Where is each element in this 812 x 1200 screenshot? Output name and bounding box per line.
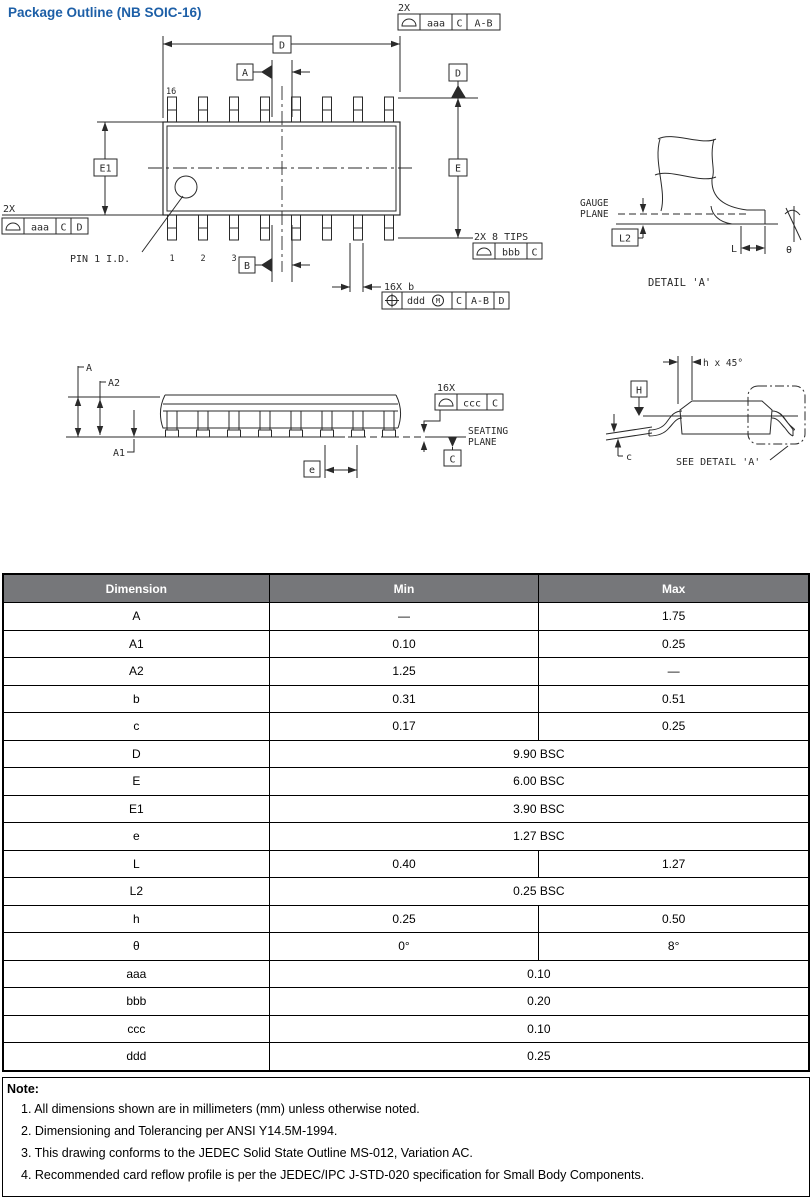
svg-text:bbb: bbb xyxy=(501,247,521,259)
table-row: E1 3.90 BSC xyxy=(3,795,809,823)
pin-3-label: 3 xyxy=(231,254,237,264)
pin1-id-label: PIN 1 I.D. xyxy=(70,254,131,265)
pin-16-label: 16 xyxy=(166,87,177,97)
svg-text:C: C xyxy=(491,398,499,410)
datum-c xyxy=(444,437,461,466)
table-row: L 0.40 1.27 xyxy=(3,850,809,878)
table-row: h 0.25 0.50 xyxy=(3,905,809,933)
datum-d xyxy=(449,64,467,98)
notes-box xyxy=(2,1077,810,1197)
end-view xyxy=(606,356,805,468)
dim-c-label: c xyxy=(626,452,633,463)
see-detail-label: SEE DETAIL 'A' xyxy=(676,457,761,468)
detail-a-caption: DETAIL 'A' xyxy=(648,277,712,289)
fcf-pos-qty: 16X b xyxy=(384,282,415,293)
note-item: 2. Dimensioning and Tolerancing per ANSI Y14.5M-1994. xyxy=(21,1123,338,1138)
table-row: bbb 0.20 xyxy=(3,988,809,1016)
table-row: D 9.90 BSC xyxy=(3,740,809,768)
svg-text:aaa: aaa xyxy=(426,18,446,30)
svg-text:A: A xyxy=(241,68,249,79)
svg-text:H: H xyxy=(635,385,643,397)
dim-a1-label: A1 xyxy=(112,448,125,459)
dimension-table xyxy=(2,573,810,1072)
fcf-left xyxy=(2,204,88,234)
note-item: 4. Recommended card reflow profile is per the JEDEC/IPC J-STD-020 specification for Small Body Components. xyxy=(21,1167,645,1182)
dim-l-label: L xyxy=(730,244,737,255)
table-row: b 0.31 0.51 xyxy=(3,685,809,713)
gauge-plane-label-1: GAUGE xyxy=(580,198,609,209)
note-item: 1. All dimensions shown are in millimeters (mm) unless otherwise noted. xyxy=(21,1101,420,1116)
dim-a2-label: A2 xyxy=(108,378,121,389)
profile-symbol-icon xyxy=(402,19,416,26)
profile-symbol-icon xyxy=(6,223,20,230)
table-row: ddd 0.25 xyxy=(3,1043,809,1071)
svg-text:B: B xyxy=(243,261,251,272)
table-row: c 0.17 0.25 xyxy=(3,713,809,741)
col-header-dimension: Dimension xyxy=(3,574,269,603)
svg-text:C: C xyxy=(531,247,538,259)
package-body-outline xyxy=(163,122,400,215)
gauge-plane-label-2: PLANE xyxy=(580,209,609,220)
table-row: A — 1.75 xyxy=(3,603,809,631)
detail-a-view xyxy=(580,137,801,289)
fcf-tips xyxy=(473,232,542,259)
dim-theta-label: θ xyxy=(786,245,793,256)
mmc-modifier-icon xyxy=(433,295,444,306)
dim-d-label: D xyxy=(278,40,286,52)
col-header-min: Min xyxy=(269,574,539,603)
table-row: ccc 0.10 xyxy=(3,1015,809,1043)
seating-plane-label-1: SEATING xyxy=(468,426,509,437)
profile-symbol-icon xyxy=(439,399,453,406)
page-title: Package Outline (NB SOIC-16) xyxy=(8,5,202,20)
svg-text:M: M xyxy=(435,297,441,305)
end-view-body xyxy=(680,401,772,434)
svg-text:D: D xyxy=(76,222,83,234)
svg-text:A-B: A-B xyxy=(474,18,493,30)
dim-a-label: A xyxy=(86,363,93,374)
dim-e1-label: E1 xyxy=(99,163,112,175)
notes-title: Note: xyxy=(7,1082,39,1096)
svg-text:C: C xyxy=(455,296,463,307)
fcf-position xyxy=(332,243,509,309)
svg-text:ccc: ccc xyxy=(462,398,482,410)
svg-text:C: C xyxy=(456,18,463,30)
top-view xyxy=(2,3,542,309)
fcf-tips-qty: 2X 8 TIPS xyxy=(474,232,529,243)
svg-text:aaa: aaa xyxy=(30,222,50,234)
position-symbol-icon xyxy=(385,294,399,308)
datum-a xyxy=(237,60,310,117)
pin-2-label: 2 xyxy=(200,254,206,264)
table-header-row xyxy=(3,574,809,603)
pin-1-label: 1 xyxy=(169,254,175,264)
dim-e-label: E xyxy=(454,163,462,175)
package-outline-drawing xyxy=(0,0,812,545)
table-row: θ 0° 8° xyxy=(3,933,809,961)
table-row: E 6.00 BSC xyxy=(3,768,809,796)
datum-b xyxy=(239,225,310,282)
bottom-pins xyxy=(168,215,394,240)
svg-text:A-B: A-B xyxy=(470,296,490,307)
detail-callout-box xyxy=(748,386,805,444)
profile-symbol-icon xyxy=(477,248,491,255)
seating-plane-label-2: PLANE xyxy=(468,437,497,448)
side-view-leads xyxy=(166,411,396,437)
pin1-id-circle xyxy=(175,176,197,198)
package-body-inner-line xyxy=(167,126,396,211)
svg-text:ddd: ddd xyxy=(406,296,426,307)
datum-h xyxy=(631,381,647,416)
dim-e-pitch-label: e xyxy=(308,465,316,476)
note-item: 3. This drawing conforms to the JEDEC Solid State Outline MS-012, Variation AC. xyxy=(21,1145,473,1160)
fcf-top-qty: 2X xyxy=(398,3,411,14)
dim-h45-label: h x 45° xyxy=(703,358,744,369)
fcf-left-qty: 2X xyxy=(3,204,16,215)
table-row: aaa 0.10 xyxy=(3,960,809,988)
table-row: e 1.27 BSC xyxy=(3,823,809,851)
table-row: L2 0.25 BSC xyxy=(3,878,809,906)
top-pins xyxy=(168,97,394,122)
col-header-max: Max xyxy=(539,574,809,603)
side-view xyxy=(66,363,508,478)
table-row: A1 0.10 0.25 xyxy=(3,630,809,658)
svg-text:D: D xyxy=(498,296,505,307)
svg-text:C: C xyxy=(449,454,456,466)
fcf-top xyxy=(398,3,500,30)
svg-text:D: D xyxy=(454,68,462,80)
table-row: A2 1.25 — xyxy=(3,658,809,686)
dim-l2-label: L2 xyxy=(618,233,632,245)
see-detail-leader xyxy=(770,446,788,460)
svg-text:C: C xyxy=(60,222,67,234)
fcf-ccc-qty: 16X xyxy=(437,383,456,394)
